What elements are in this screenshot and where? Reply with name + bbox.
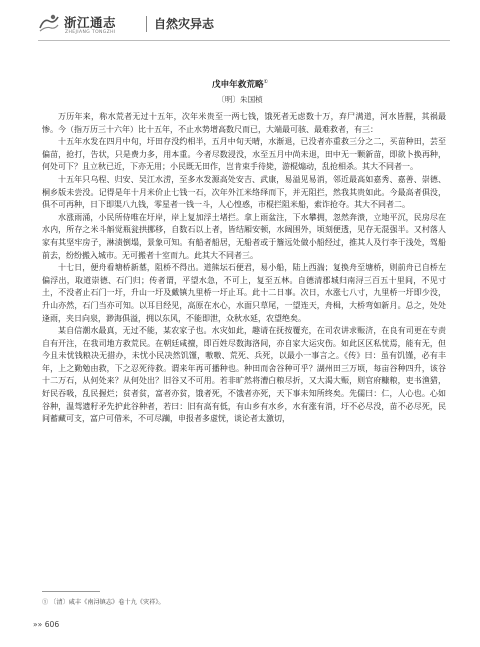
paragraph: 十五年水发在四月中旬，圩田存没约相半，五月中旬天晴，水渐退，已没者亦重救三分之二，买苗种田，芸至偏苗，抢打，告状，只是费力多，用本重。今者尽数浸没，水至五月中尚未退，田中无一颗新苗，即欲卜换再种，何处可下？且立秋已近，下亦无用；小民既无田作，岂肯束手待毙，游棍煽动，乱抢相杀。其大不同者一。 <box>42 137 446 172</box>
paragraph: 水涨雨涌，小民所侍唯在圩岸，岸上复加浮土堵拦。拿上雨盆注，下水攀拥，忽然奔溃，立地平沉，民房尽在水内，所存之米斗斛觉瓶瓮拱挪移，自数石以上者，皆结厢安顿，水阔围外，顷刻便透，见存无混强半。又村落人家有其坚牢房子，淋渍倒塌，景象可知。有船者船居，无船者或于簷远处做小船经过，推其人及行李于浅处，驾船前去，纷纷搬入城市。无可搬者十室而九。此其大不同者三。 <box>42 212 446 260</box>
article-author: 〔明〕朱国桢 <box>217 95 263 104</box>
paragraph: 十五年只乌程、归安、吴江水涝，至多水发源高处安吉、武康，易溢见易消，邻近最高如嘉秀、嘉善、崇德、桐乡版未尝没。记得是年十月米价止七钱一石，次年外江米络绎而下，并无阻拦，然我其贵如此。今最高者俱没，俱不可再种，日下即渠八九钱，零星者一钱一斗，人心惶惑，市棍拦阻米船，索诈抢夺。其大不同者二。 <box>42 174 446 210</box>
article-title <box>0 78 480 90</box>
page-number: »» 606 <box>33 620 60 629</box>
paragraph: 万历年来，称水荒者无过十五年，次年米贵至一两七钱，饿死者无虑数十万，弃尸满道，河水皆腥，其祸最惨。今（指万历三十六年）比十五年，不止水势增高数尺而已，大端最可骇、最难救者，有三： <box>42 112 446 134</box>
header-divider <box>146 16 147 32</box>
brand-title: 浙江通志 <box>64 15 117 30</box>
header-rule <box>38 40 450 41</box>
paragraph: 十七日，便舟看塘桥新墓，阻桥不得出。道熊坛石便君，易小船，陆上西湍；复换舟至塘桥，则前舟已自桥左偏浮出，取道崇德、石门归；传者谓，平望水急，不可上，复至五林。自德清郡城归南浔三百五十里间，不见寸土，不没者止石门一圩，升山一圩及戴镇九里桥一圩止耳。此十二日事。次日，水涨七八寸，九里桥一圩即少没，升山亦然，石门当亦可知。以耳目经见，高原在水心，水面只草尾，一望连天，舟楫，大桥弯如新月。总之，处处逢雨，夹日向泉，渺海俱溢，拥以东风，不能即泄，众秋水延，农望绝矣。 <box>42 263 446 323</box>
section-title: 自然灾异志 <box>154 17 215 31</box>
article-title-text: 戊申年救荒略 <box>211 80 264 90</box>
footnote-marker: ① <box>263 79 269 86</box>
brand-subtitle: ZHEJIANG TONGZHI <box>65 30 116 35</box>
footnote: ① 〔清〕咸丰《南浔镇志》卷十九《灾祥》。 <box>42 599 165 606</box>
article-body <box>42 111 446 426</box>
zhejiang-tongzhi-logo-icon <box>38 12 60 34</box>
footnote-rule <box>42 591 100 592</box>
page-header <box>38 12 458 42</box>
paragraph: 某自信潮水最真，无过不能，某农家子也。水灾如此，趣请在抚按覆充，在司农讲求赈济，在良有司更在专责自有开注，在我司地方救荒民。在朝廷咸擅，即百姓尽数海洛间，亦自家大运灾伤。如此区区私忧焉，能有无，但今且未忧钱粮决无措办，未忧小民决然饥馑，嗷嗷、荒死、兵死，以最小一事言之。《传》曰：虽有饥馑，必有丰年，上之勤勉由救，下之忍死待救。谓来年再可播种也。种田而舍谷种可乎？湖州田三万顷，每亩谷种四升，该谷十二万石，从何处来？从何处出？旧谷又不可用。若非旷然将漕白粮尽折，又大渴大赈，则官府糠粮，吏书渔猎，好民吞吸，乱民握烂；贫者贫，富者亦贫，饿者死，不饿者亦死，天下事未知所终矣。先儒曰：仁，人心也。心如谷种，温驾遗籽矛先护此谷种者，若曰：旧有高有低，有山乡有水乡，水有涨有消，圩不必尽没，苗不必尽死，民间蓄藏可支，富户可借米，不可尽躏，申报者多虚恍，谈论者太激切， <box>42 326 446 424</box>
